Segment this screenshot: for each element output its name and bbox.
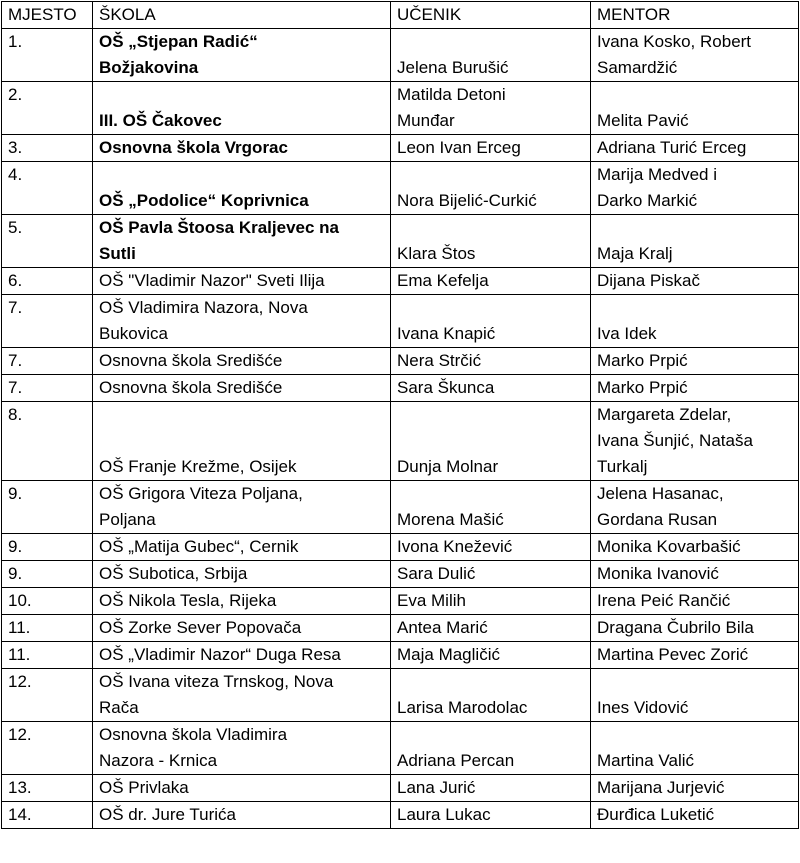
table-row (2, 215, 799, 268)
table-row (2, 775, 799, 802)
rank-cell (2, 802, 93, 829)
rank-cell (2, 615, 93, 642)
rank-cell (2, 402, 93, 481)
rank-cell-text: 12. (8, 725, 32, 744)
mentor-cell (591, 588, 799, 615)
header-mentor: MENTOR (591, 2, 799, 29)
student-cell (391, 215, 591, 268)
school-cell-text: OŠ Privlaka (99, 778, 189, 797)
mentor-cell-text: Maja Kralj (597, 244, 673, 263)
rank-cell (2, 561, 93, 588)
school-cell (93, 615, 391, 642)
student-cell-text: Leon Ivan Erceg (397, 138, 521, 157)
school-cell-text: OŠ Vladimira Nazora, Nova Bukovica (99, 298, 308, 343)
student-cell (391, 669, 591, 722)
school-cell (93, 534, 391, 561)
student-cell-text: Sara Škunca (397, 378, 495, 397)
student-cell-text: Larisa Marodolac (397, 698, 528, 717)
school-cell-text: OŠ dr. Jure Turića (99, 805, 236, 824)
mentor-cell-text: Marko Prpić (597, 378, 688, 397)
header-student: UČENIK (391, 2, 591, 29)
table-row (2, 802, 799, 829)
school-cell (93, 802, 391, 829)
student-cell (391, 802, 591, 829)
header-rank: MJESTO (2, 2, 93, 29)
rank-cell (2, 642, 93, 669)
student-cell (391, 375, 591, 402)
mentor-cell (591, 135, 799, 162)
mentor-cell (591, 802, 799, 829)
mentor-cell (591, 375, 799, 402)
mentor-cell-text: Margareta Zdelar, Ivana Šunjić, Nataša Turkalj (597, 405, 753, 476)
school-cell (93, 775, 391, 802)
school-cell-text: OŠ Pavla Štoosa Kraljevec na Sutli (99, 218, 340, 263)
table-header (2, 2, 799, 29)
table-row (2, 268, 799, 295)
rank-cell-text: 7. (8, 298, 23, 317)
student-cell-text: Ivona Knežević (397, 537, 513, 556)
rank-cell-text: 2. (8, 85, 23, 104)
table-body (2, 29, 799, 829)
mentor-cell (591, 295, 799, 348)
student-cell-text: Adriana Percan (397, 751, 515, 770)
student-cell (391, 588, 591, 615)
header-school: ŠKOLA (93, 2, 391, 29)
table-row (2, 588, 799, 615)
rank-cell-text: 8. (8, 405, 23, 424)
student-cell (391, 561, 591, 588)
mentor-cell (591, 561, 799, 588)
rank-cell-text: 11. (8, 618, 31, 637)
mentor-cell-text: Irena Peić Rančić (597, 591, 731, 610)
school-cell-text: OŠ „Vladimir Nazor“ Duga Resa (99, 645, 341, 664)
rank-cell (2, 534, 93, 561)
mentor-cell-text: Ines Vidović (597, 698, 689, 717)
student-cell (391, 534, 591, 561)
mentor-cell (591, 162, 799, 215)
rank-cell-text: 1. (8, 32, 23, 51)
student-cell-text: Dunja Molnar (397, 457, 499, 476)
school-cell-text: Osnovna škola Središće (99, 351, 283, 370)
student-cell-text: Nora Bijelić-Curkić (397, 191, 537, 210)
mentor-cell (591, 775, 799, 802)
school-cell (93, 402, 391, 481)
mentor-cell (591, 642, 799, 669)
school-cell-text: OŠ Nikola Tesla, Rijeka (99, 591, 277, 610)
mentor-cell-text: Marko Prpić (597, 351, 688, 370)
school-cell (93, 295, 391, 348)
mentor-cell (591, 29, 799, 82)
rank-cell-text: 14. (8, 805, 32, 824)
student-cell-text: Matilda Detoni Munđar (397, 85, 506, 130)
mentor-cell-text: Martina Pevec Zorić (597, 645, 749, 664)
rank-cell (2, 588, 93, 615)
rank-cell (2, 29, 93, 82)
mentor-cell (591, 534, 799, 561)
table-row (2, 29, 799, 82)
mentor-cell (591, 481, 799, 534)
mentor-cell-text: Jelena Hasanac, Gordana Rusan (597, 484, 724, 529)
student-cell (391, 135, 591, 162)
mentor-cell (591, 348, 799, 375)
student-cell (391, 82, 591, 135)
school-cell-text: OŠ "Vladimir Nazor" Sveti Ilija (99, 271, 325, 290)
mentor-cell (591, 215, 799, 268)
rank-cell-text: 4. (8, 165, 23, 184)
school-cell-text: Osnovna škola Vrgorac (99, 138, 288, 157)
school-cell-text: OŠ Ivana viteza Trnskog, Nova Rača (99, 672, 334, 717)
rank-cell (2, 669, 93, 722)
school-cell (93, 669, 391, 722)
rank-cell-text: 9. (8, 484, 23, 503)
student-cell (391, 615, 591, 642)
student-cell (391, 722, 591, 775)
table-row (2, 135, 799, 162)
table-row (2, 534, 799, 561)
rank-cell-text: 12. (8, 672, 32, 691)
school-cell (93, 215, 391, 268)
student-cell-text: Sara Dulić (397, 564, 476, 583)
mentor-cell (591, 82, 799, 135)
student-cell (391, 295, 591, 348)
student-cell-text: Jelena Burušić (397, 58, 509, 77)
table-row (2, 348, 799, 375)
student-cell-text: Lana Jurić (397, 778, 476, 797)
rank-cell-text: 11. (8, 645, 31, 664)
mentor-cell-text: Marijana Jurjević (597, 778, 725, 797)
rank-cell (2, 82, 93, 135)
school-cell (93, 642, 391, 669)
school-cell-text: Osnovna škola Vladimira Nazora - Krnica (99, 725, 288, 770)
results-table (1, 1, 799, 829)
rank-cell (2, 215, 93, 268)
school-cell (93, 82, 391, 135)
mentor-cell (591, 402, 799, 481)
rank-cell-text: 10. (8, 591, 32, 610)
school-cell-text: OŠ Subotica, Srbija (99, 564, 248, 583)
table-row (2, 669, 799, 722)
student-cell (391, 775, 591, 802)
school-cell-text: III. OŠ Čakovec (99, 111, 222, 130)
rank-cell (2, 375, 93, 402)
table-row (2, 722, 799, 775)
rank-cell (2, 722, 93, 775)
table-row (2, 615, 799, 642)
student-cell-text: Ema Kefelja (397, 271, 489, 290)
school-cell (93, 375, 391, 402)
table-row (2, 561, 799, 588)
student-cell (391, 29, 591, 82)
rank-cell-text: 3. (8, 138, 23, 157)
student-cell (391, 162, 591, 215)
student-cell (391, 481, 591, 534)
student-cell-text: Nera Strčić (397, 351, 482, 370)
table-row (2, 375, 799, 402)
student-cell-text: Morena Mašić (397, 510, 504, 529)
school-cell (93, 162, 391, 215)
student-cell-text: Antea Marić (397, 618, 488, 637)
school-cell-text: OŠ Zorke Sever Popovača (99, 618, 302, 637)
mentor-cell-text: Martina Valić (597, 751, 694, 770)
mentor-cell (591, 722, 799, 775)
rank-cell (2, 481, 93, 534)
school-cell-text: OŠ „Podolice“ Koprivnica (99, 191, 309, 210)
mentor-cell-text: Ivana Kosko, Robert Samardžić (597, 32, 752, 77)
table-row (2, 82, 799, 135)
mentor-cell-text: Monika Kovarbašić (597, 537, 741, 556)
student-cell (391, 642, 591, 669)
school-cell (93, 135, 391, 162)
mentor-cell (591, 615, 799, 642)
mentor-cell-text: Dragana Čubrilo Bila (597, 618, 754, 637)
student-cell-text: Maja Magličić (397, 645, 500, 664)
rank-cell (2, 162, 93, 215)
school-cell-text: Osnovna škola Središće (99, 378, 283, 397)
rank-cell-text: 13. (8, 778, 32, 797)
school-cell (93, 29, 391, 82)
rank-cell (2, 775, 93, 802)
school-cell-text: OŠ „Matija Gubec“, Cernik (99, 537, 299, 556)
mentor-cell-text: Dijana Piskač (597, 271, 700, 290)
student-cell-text: Klara Štos (397, 244, 476, 263)
school-cell (93, 268, 391, 295)
student-cell (391, 402, 591, 481)
rank-cell (2, 268, 93, 295)
school-cell (93, 481, 391, 534)
school-cell-text: OŠ Grigora Viteza Poljana, Poljana (99, 484, 303, 529)
student-cell-text: Eva Milih (397, 591, 466, 610)
mentor-cell-text: Iva Idek (597, 324, 657, 343)
rank-cell-text: 7. (8, 351, 23, 370)
mentor-cell (591, 268, 799, 295)
table-row (2, 642, 799, 669)
mentor-cell-text: Melita Pavić (597, 111, 689, 130)
school-cell (93, 561, 391, 588)
mentor-cell-text: Marija Medved i Darko Markić (597, 165, 717, 210)
rank-cell (2, 135, 93, 162)
mentor-cell-text: Monika Ivanović (597, 564, 719, 583)
school-cell (93, 348, 391, 375)
table-row (2, 295, 799, 348)
rank-cell-text: 7. (8, 378, 23, 397)
table-row (2, 162, 799, 215)
rank-cell-text: 9. (8, 537, 23, 556)
table-row (2, 402, 799, 481)
student-cell (391, 268, 591, 295)
rank-cell-text: 6. (8, 271, 23, 290)
school-cell-text: OŠ Franje Krežme, Osijek (99, 457, 297, 476)
school-cell (93, 588, 391, 615)
mentor-cell (591, 669, 799, 722)
mentor-cell-text: Adriana Turić Erceg (597, 138, 747, 157)
mentor-cell-text: Đurđica Luketić (597, 805, 715, 824)
rank-cell-text: 5. (8, 218, 23, 237)
rank-cell-text: 9. (8, 564, 23, 583)
school-cell (93, 722, 391, 775)
school-cell-text: OŠ „Stjepan Radić“ Božjakovina (99, 32, 258, 77)
rank-cell (2, 295, 93, 348)
table-row (2, 481, 799, 534)
rank-cell (2, 348, 93, 375)
student-cell-text: Laura Lukac (397, 805, 491, 824)
student-cell (391, 348, 591, 375)
student-cell-text: Ivana Knapić (397, 324, 496, 343)
header-row (2, 2, 799, 29)
